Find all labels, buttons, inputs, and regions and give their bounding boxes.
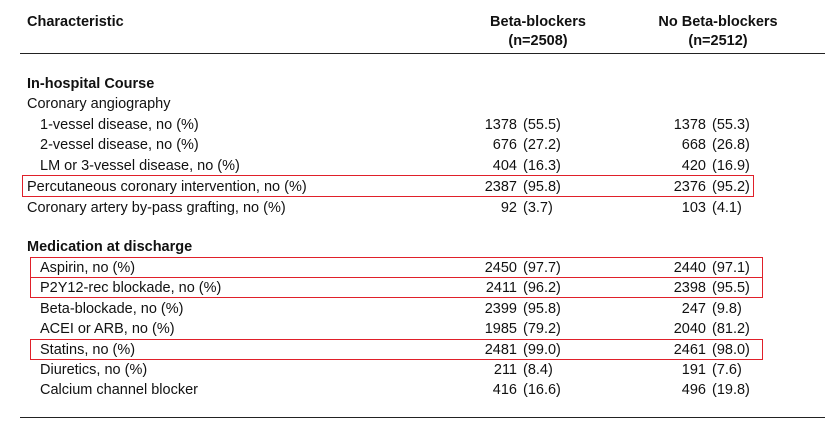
nbb-count: 247 [681,301,706,317]
bb-count: 2481 [484,342,517,358]
header-no-beta-blockers-n: (n=2512) [688,33,748,49]
row-label: Aspirin, no (%) [40,260,136,276]
bb-percent: (99.0) [523,342,561,358]
nbb-count: 496 [681,382,706,398]
nbb-count: 668 [681,137,706,153]
bb-percent: (3.7) [523,200,553,216]
bb-percent: (55.5) [523,117,561,133]
bb-count: 2387 [484,179,517,195]
bb-count: 92 [500,200,517,216]
header-rule [20,53,825,54]
nbb-count: 2461 [673,342,706,358]
header-characteristic: Characteristic [27,14,124,30]
bottom-rule [20,417,825,418]
nbb-count: 2040 [673,321,706,337]
header-beta-blockers-n: (n=2508) [508,33,568,49]
header-no-beta-blockers: No Beta-blockers [658,14,778,30]
row-label: Percutaneous coronary intervention, no (%) [27,179,307,195]
bb-count: 2411 [485,280,517,296]
nbb-count: 2398 [673,280,706,296]
row-label: LM or 3-vessel disease, no (%) [40,158,240,174]
bb-count: 2450 [484,260,517,276]
row-label: Beta-blockade, no (%) [40,301,184,317]
bb-count: 1378 [484,117,517,133]
row-label: ACEI or ARB, no (%) [40,321,175,337]
bb-count: 676 [492,137,517,153]
nbb-percent: (95.2) [712,179,750,195]
row-label: Calcium channel blocker [40,382,198,398]
nbb-percent: (19.8) [712,382,750,398]
row-label: P2Y12-rec blockade, no (%) [40,280,222,296]
bb-percent: (97.7) [523,260,561,276]
bb-count: 416 [492,382,517,398]
row-label: 2-vessel disease, no (%) [40,137,199,153]
nbb-percent: (55.3) [712,117,750,133]
bb-percent: (27.2) [523,137,561,153]
bb-percent: (95.8) [523,301,561,317]
bb-count: 2399 [484,301,517,317]
nbb-count: 191 [681,362,706,378]
nbb-percent: (81.2) [712,321,750,337]
nbb-percent: (9.8) [712,301,742,317]
bb-percent: (79.2) [523,321,561,337]
bb-percent: (16.6) [523,382,561,398]
nbb-count: 1378 [673,117,706,133]
bb-percent: (96.2) [523,280,561,296]
nbb-count: 420 [681,158,706,174]
bb-percent: (16.3) [523,158,561,174]
nbb-percent: (7.6) [712,362,742,378]
row-label: 1-vessel disease, no (%) [40,117,199,133]
nbb-percent: (26.8) [712,137,750,153]
section-title-in-hospital: In-hospital Course [27,76,155,92]
bb-percent: (95.8) [523,179,561,195]
bb-count: 1985 [484,321,517,337]
bb-count: 404 [492,158,517,174]
row-label: Statins, no (%) [40,342,136,358]
bb-count: 211 [493,362,517,378]
nbb-count: 2376 [673,179,706,195]
row-label: Diuretics, no (%) [40,362,148,378]
nbb-percent: (98.0) [712,342,750,358]
nbb-percent: (97.1) [712,260,750,276]
nbb-percent: (4.1) [712,200,742,216]
nbb-count: 103 [681,200,706,216]
row-label: Coronary artery by-pass grafting, no (%) [27,200,286,216]
bb-percent: (8.4) [523,362,553,378]
nbb-percent: (16.9) [712,158,750,174]
header-beta-blockers: Beta-blockers [490,14,586,30]
nbb-count: 2440 [673,260,706,276]
section-title-medication: Medication at discharge [27,239,193,255]
row-label: Coronary angiography [27,96,171,112]
nbb-percent: (95.5) [712,280,750,296]
